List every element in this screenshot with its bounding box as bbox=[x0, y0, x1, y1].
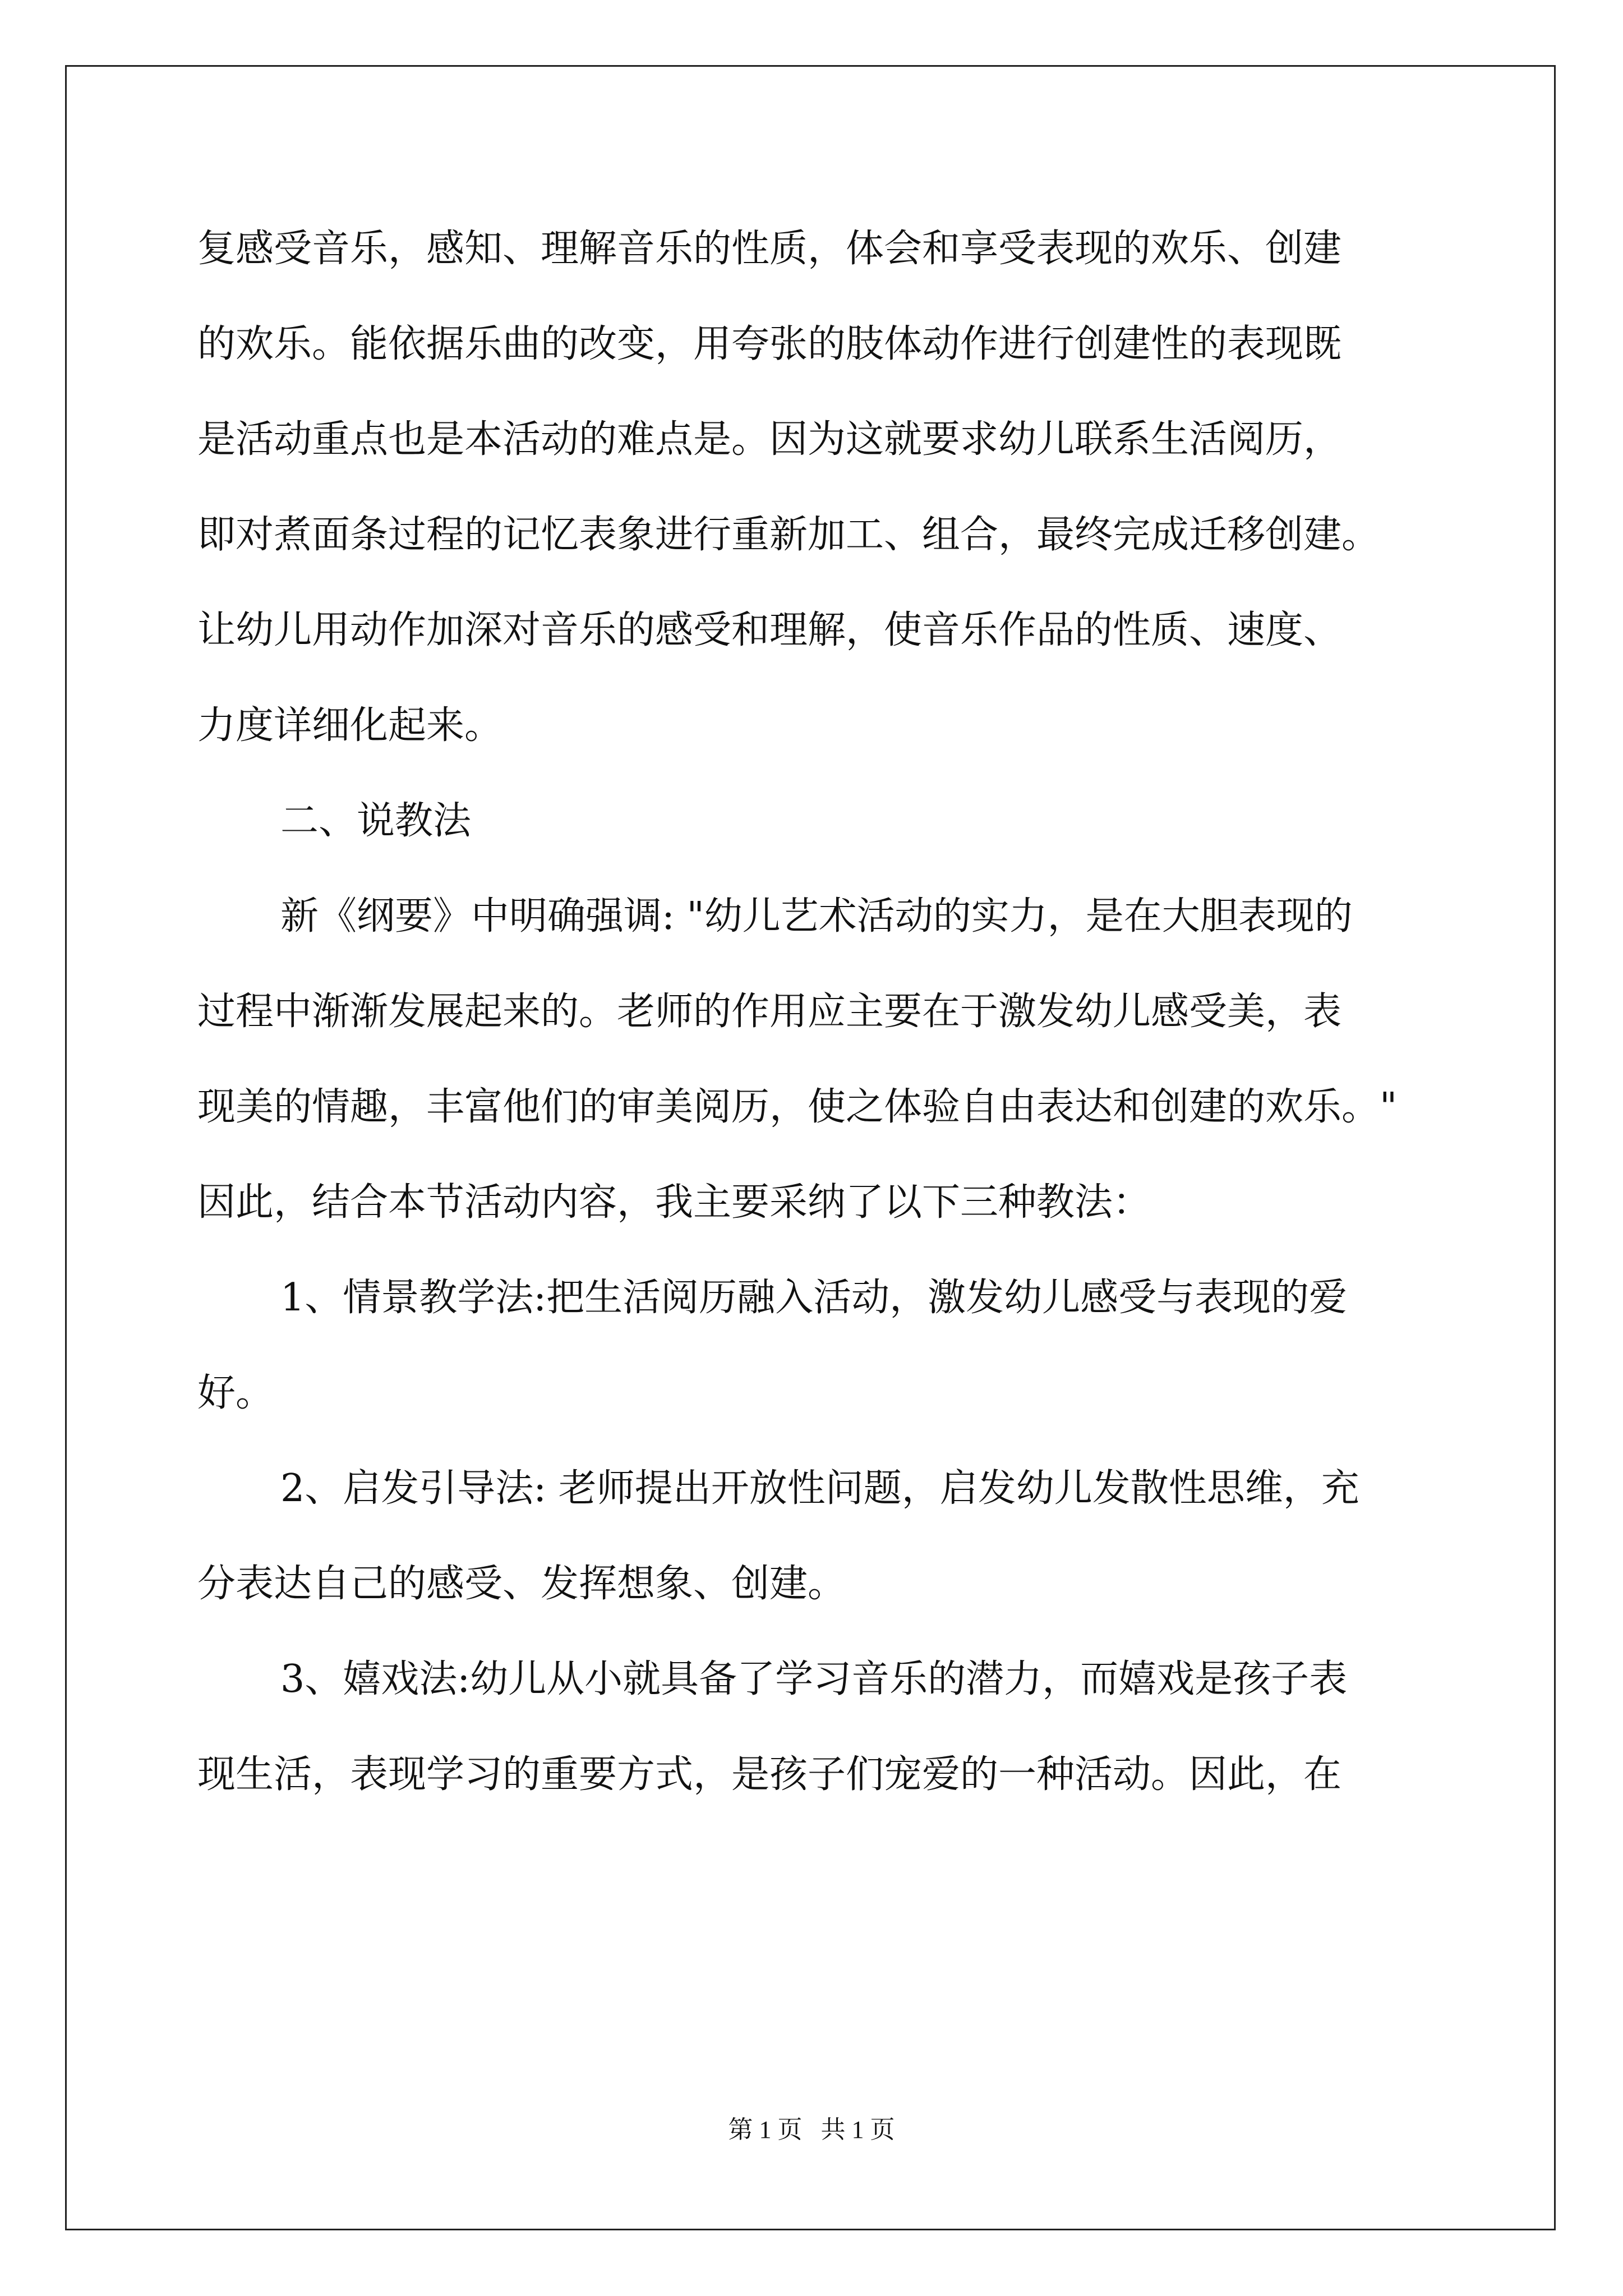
text-line: 分表达自己的感受、发挥想象、创建。 bbox=[197, 1562, 846, 1606]
text-line: 好。 bbox=[197, 1371, 274, 1415]
text-line: 过程中渐渐发展起来的。老师的作用应主要在于激发幼儿感受美，表 bbox=[197, 990, 1342, 1034]
page-border bbox=[65, 65, 1556, 2230]
text-line: 现生活，表现学习的重要方式，是孩子们宠爱的一种活动。因此，在 bbox=[197, 1752, 1342, 1797]
page-total: 共 1 页 bbox=[820, 2116, 895, 2143]
text-line: 让幼儿用动作加深对音乐的感受和理解，使音乐作品的性质、速度、 bbox=[197, 608, 1342, 652]
text-line: 是活动重点也是本活动的难点是。因为这就要求幼儿联系生活阅历， bbox=[197, 417, 1342, 462]
text-line: 新《纲要》中明确强调: "幼儿艺术活动的实力，是在大胆表现的 bbox=[280, 894, 1353, 938]
text-line: 的欢乐。能依据乐曲的改变，用夸张的肢体动作进行创建性的表现既 bbox=[197, 322, 1342, 366]
page-number: 第 1 页 bbox=[728, 2116, 803, 2143]
text-line: 因此，结合本节活动内容，我主要采纳了以下三种教法： bbox=[197, 1180, 1151, 1225]
text-line: 复感受音乐，感知、理解音乐的性质，体会和享受表现的欢乐、创建 bbox=[197, 227, 1342, 271]
text-line: 1、情景教学法:把生活阅历融入活动，激发幼儿感受与表现的爱 bbox=[280, 1276, 1348, 1320]
text-line: 3、嬉戏法:幼儿从小就具备了学习音乐的潜力，而嬉戏是孩子表 bbox=[280, 1657, 1348, 1701]
text-line: 力度详细化起来。 bbox=[197, 703, 503, 748]
text-line: 现美的情趣，丰富他们的审美阅历，使之体验自由表达和创建的欢乐。" bbox=[197, 1085, 1398, 1129]
text-line: 即对煮面条过程的记忆表象进行重新加工、组合，最终完成迁移创建。 bbox=[197, 513, 1380, 557]
section-heading: 二、说教法 bbox=[280, 799, 472, 843]
text-line: 2、启发引导法: 老师提出开放性问题，启发幼儿发散性思维，充 bbox=[280, 1466, 1359, 1511]
page-footer bbox=[0, 2118, 1623, 2142]
